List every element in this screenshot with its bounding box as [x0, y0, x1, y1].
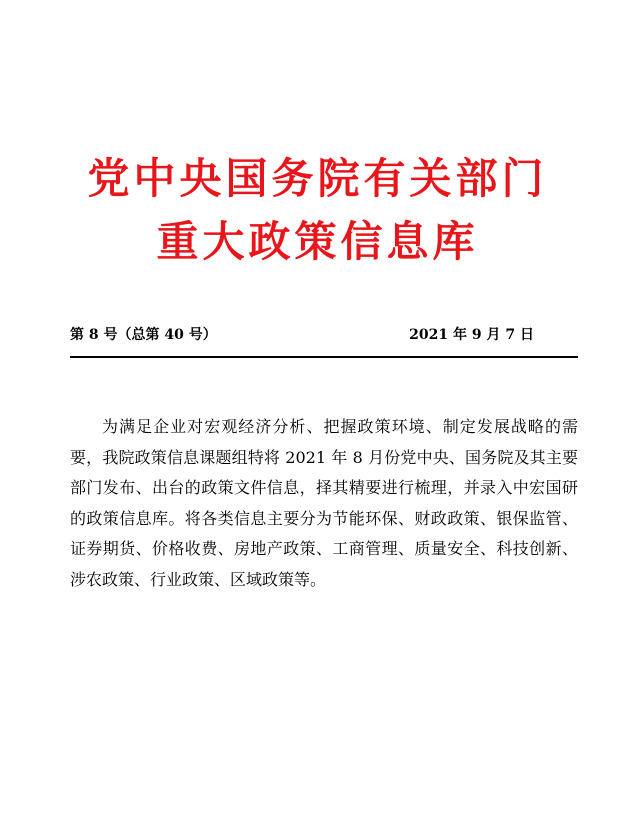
issue-number: 第 8 号（总第 40 号） [70, 327, 217, 343]
intro-paragraph: 为满足企业对宏观经济分析、把握政策环境、制定发展战略的需要，我院政策信息课题组特将 2021 年 8 月份党中央、国务院及其主要部门发布、出台的政策文件信息，择其精要进行梳理，并录入中宏国研的政策信息库。将各类信息主要分为节能环保、财政政策、银保监管、证券期货、价格收费、房地产政策、工商管理、质量安全、科技创新、涉农政策、行业政策、区域政策等。 [70, 417, 578, 589]
title-line-2: 重大政策信息库 [156, 217, 479, 266]
header-divider [70, 356, 578, 358]
issue-date: 2021 年 9 月 7 日 [409, 327, 534, 343]
title-line-1: 党中央国务院有关部门 [87, 154, 548, 203]
